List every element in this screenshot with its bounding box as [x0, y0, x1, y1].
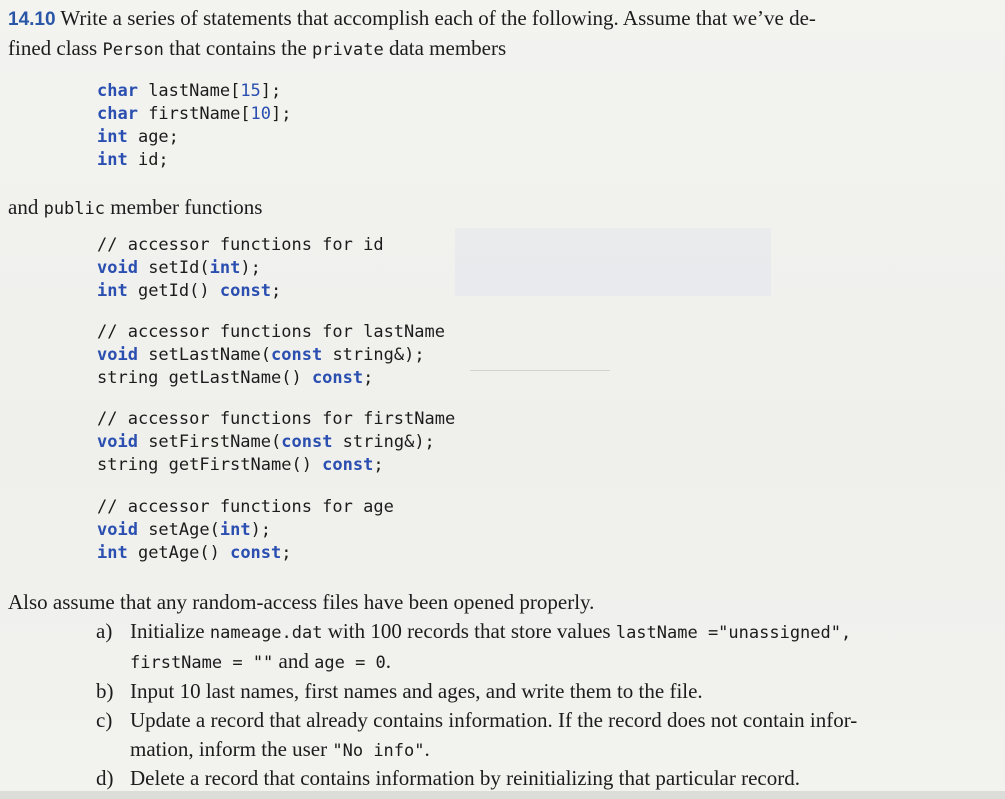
public-keyword: public	[43, 199, 105, 219]
item-b: b) Input 10 last names, first names and ages, and write them to the file.	[96, 677, 1001, 706]
item-label: b)	[96, 679, 114, 703]
age-accessors-code: // accessor functions for age void setAge(int); int getAge() const;	[97, 497, 394, 563]
problem-intro-line-2	[8, 34, 995, 65]
item-c-line-2: mation, inform the user "No info".	[130, 737, 430, 761]
code-comment: // accessor functions for age	[97, 497, 394, 517]
member-line: char lastName[15];	[97, 81, 282, 101]
private-keyword: private	[312, 40, 384, 60]
item-label: d)	[96, 766, 114, 790]
intro-text-2a: fined class	[8, 36, 103, 60]
member-line: char firstName[10];	[97, 104, 292, 124]
data-members-code	[97, 80, 292, 172]
item-a-line-1: a) Initialize nameage.dat with 100 records that store values lastName ="unassigned",	[96, 617, 1001, 646]
bleed-through-line	[470, 370, 610, 371]
item-label: a)	[96, 619, 113, 643]
functions-intro: and public member functions	[8, 195, 263, 219]
member-line: int age;	[97, 127, 179, 147]
item-d: d) Delete a record that contains information by reinitializing that particular record.	[96, 764, 1001, 793]
page-bottom-edge	[0, 791, 1005, 799]
bleed-through-box	[455, 228, 771, 296]
problem-intro-line-1	[8, 4, 995, 34]
code-comment: // accessor functions for firstName	[97, 409, 456, 429]
item-label: c)	[96, 708, 113, 732]
id-accessors-code: // accessor functions for id void setId(int); int getId() const;	[97, 235, 384, 301]
code-comment: // accessor functions for id	[97, 235, 384, 255]
intro-text-1: Write a series of statements that accomplish each of the following. Assume that we’ve de-	[60, 6, 816, 30]
class-name: Person	[102, 40, 164, 60]
item-a-line-2: firstName = "" and age = 0.	[130, 649, 392, 673]
member-line: int id;	[97, 150, 169, 170]
intro-text-2c: data members	[383, 36, 507, 60]
intro-text-2b: that contains the	[163, 36, 313, 60]
code-comment: // accessor functions for lastName	[97, 322, 445, 342]
lastname-accessors-code: // accessor functions for lastName void setLastName(const string&); string getLastName() const;	[97, 322, 445, 388]
problem-number: 14.10	[8, 9, 56, 30]
item-c-line-1: c) Update a record that already contains information. If the record does not contain infor-	[96, 706, 1001, 735]
firstname-accessors-code: // accessor functions for firstName void setFirstName(const string&); string getFirstName() const;	[97, 409, 456, 475]
assume-sentence: Also assume that any random-access files have been opened properly.	[8, 590, 595, 614]
